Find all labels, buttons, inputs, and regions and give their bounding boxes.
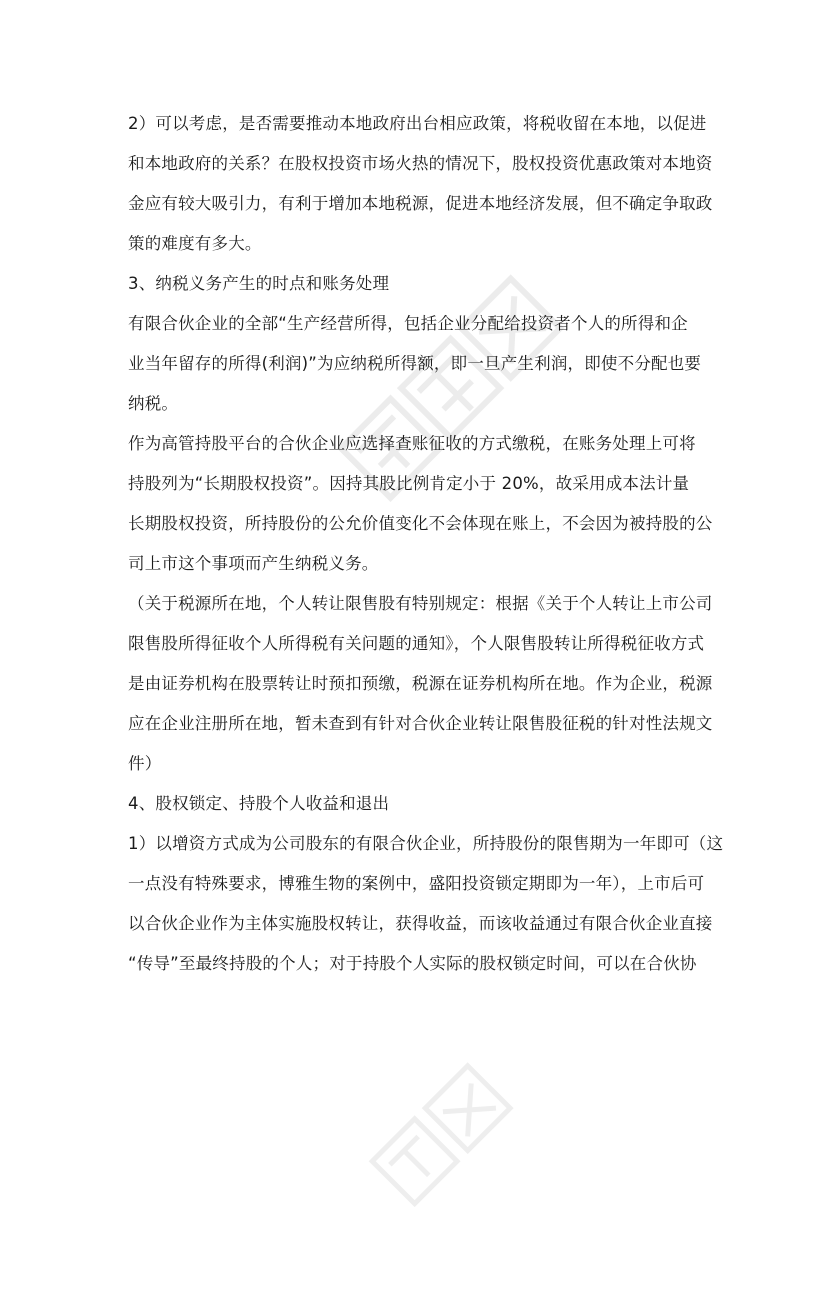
- text-line: 1）以增资方式成为公司股东的有限合伙企业，所持股份的限售期为一年即可（这: [128, 834, 724, 853]
- text-line: 作为高管持股平台的合伙企业应选择查账征收的方式缴税，在账务处理上可将: [128, 434, 696, 453]
- text-line: 以合伙企业作为主体实施股权转让，获得收益，而该收益通过有限合伙企业直接: [128, 914, 713, 933]
- text-line: 一点没有特殊要求，博雅生物的案例中，盛阳投资锁定期即为一年），上市后可: [128, 874, 705, 893]
- text-line: 长期股权投资，所持股份的公允价值变化不会体现在账上，不会因为被持股的公: [128, 514, 713, 533]
- text-line: 纳税。: [128, 394, 179, 413]
- text-line: 和本地政府的关系？在股权投资市场火热的情况下，股权投资优惠政策对本地资: [128, 154, 713, 173]
- text-line: 应在企业注册所在地，暂未查到有针对合伙企业转让限售股征税的针对性法规文: [128, 714, 713, 733]
- text-line: 有限合伙企业的全部“生产经营所得，包括企业分配给投资者个人的所得和企: [128, 314, 688, 333]
- text-line: 策的难度有多大。: [128, 234, 262, 253]
- text-line: （关于税源所在地，个人转让限售股有特别规定：根据《关于个人转让上市公司: [128, 594, 713, 613]
- text-line: 金应有较大吸引力，有利于增加本地税源，促进本地经济发展，但不确定争取政: [128, 194, 713, 213]
- document-body: [128, 104, 724, 984]
- text-line: 2）可以考虑，是否需要推动本地政府出台相应政策，将税收留在本地，以促进: [128, 114, 707, 133]
- text-line: 限售股所得征收个人所得税有关问题的通知》，个人限售股转让所得税征收方式: [128, 634, 705, 653]
- text-line: 件）: [128, 754, 162, 773]
- text-line: “传导”至最终持股的个人；对于持股个人实际的股权锁定时间，可以在合伙协: [128, 954, 697, 973]
- text-line: 业当年留存的所得(利润)”为应纳税所得额，即一旦产生利润，即使不分配也要: [128, 354, 702, 373]
- watermark-logo-bottom: [300, 990, 600, 1290]
- section-heading-3: 3、纳税义务产生的时点和账务处理: [128, 274, 390, 293]
- section-heading-4: 4、股权锁定、持股个人收益和退出: [128, 794, 390, 813]
- text-line: 是由证券机构在股票转让时预扣预缴，税源在证券机构所在地。作为企业，税源: [128, 674, 713, 693]
- text-line: 持股列为“长期股权投资”。因持其股比例肯定小于 20%，故采用成本法计量: [128, 474, 690, 493]
- text-line: 司上市这个事项而产生纳税义务。: [128, 554, 379, 573]
